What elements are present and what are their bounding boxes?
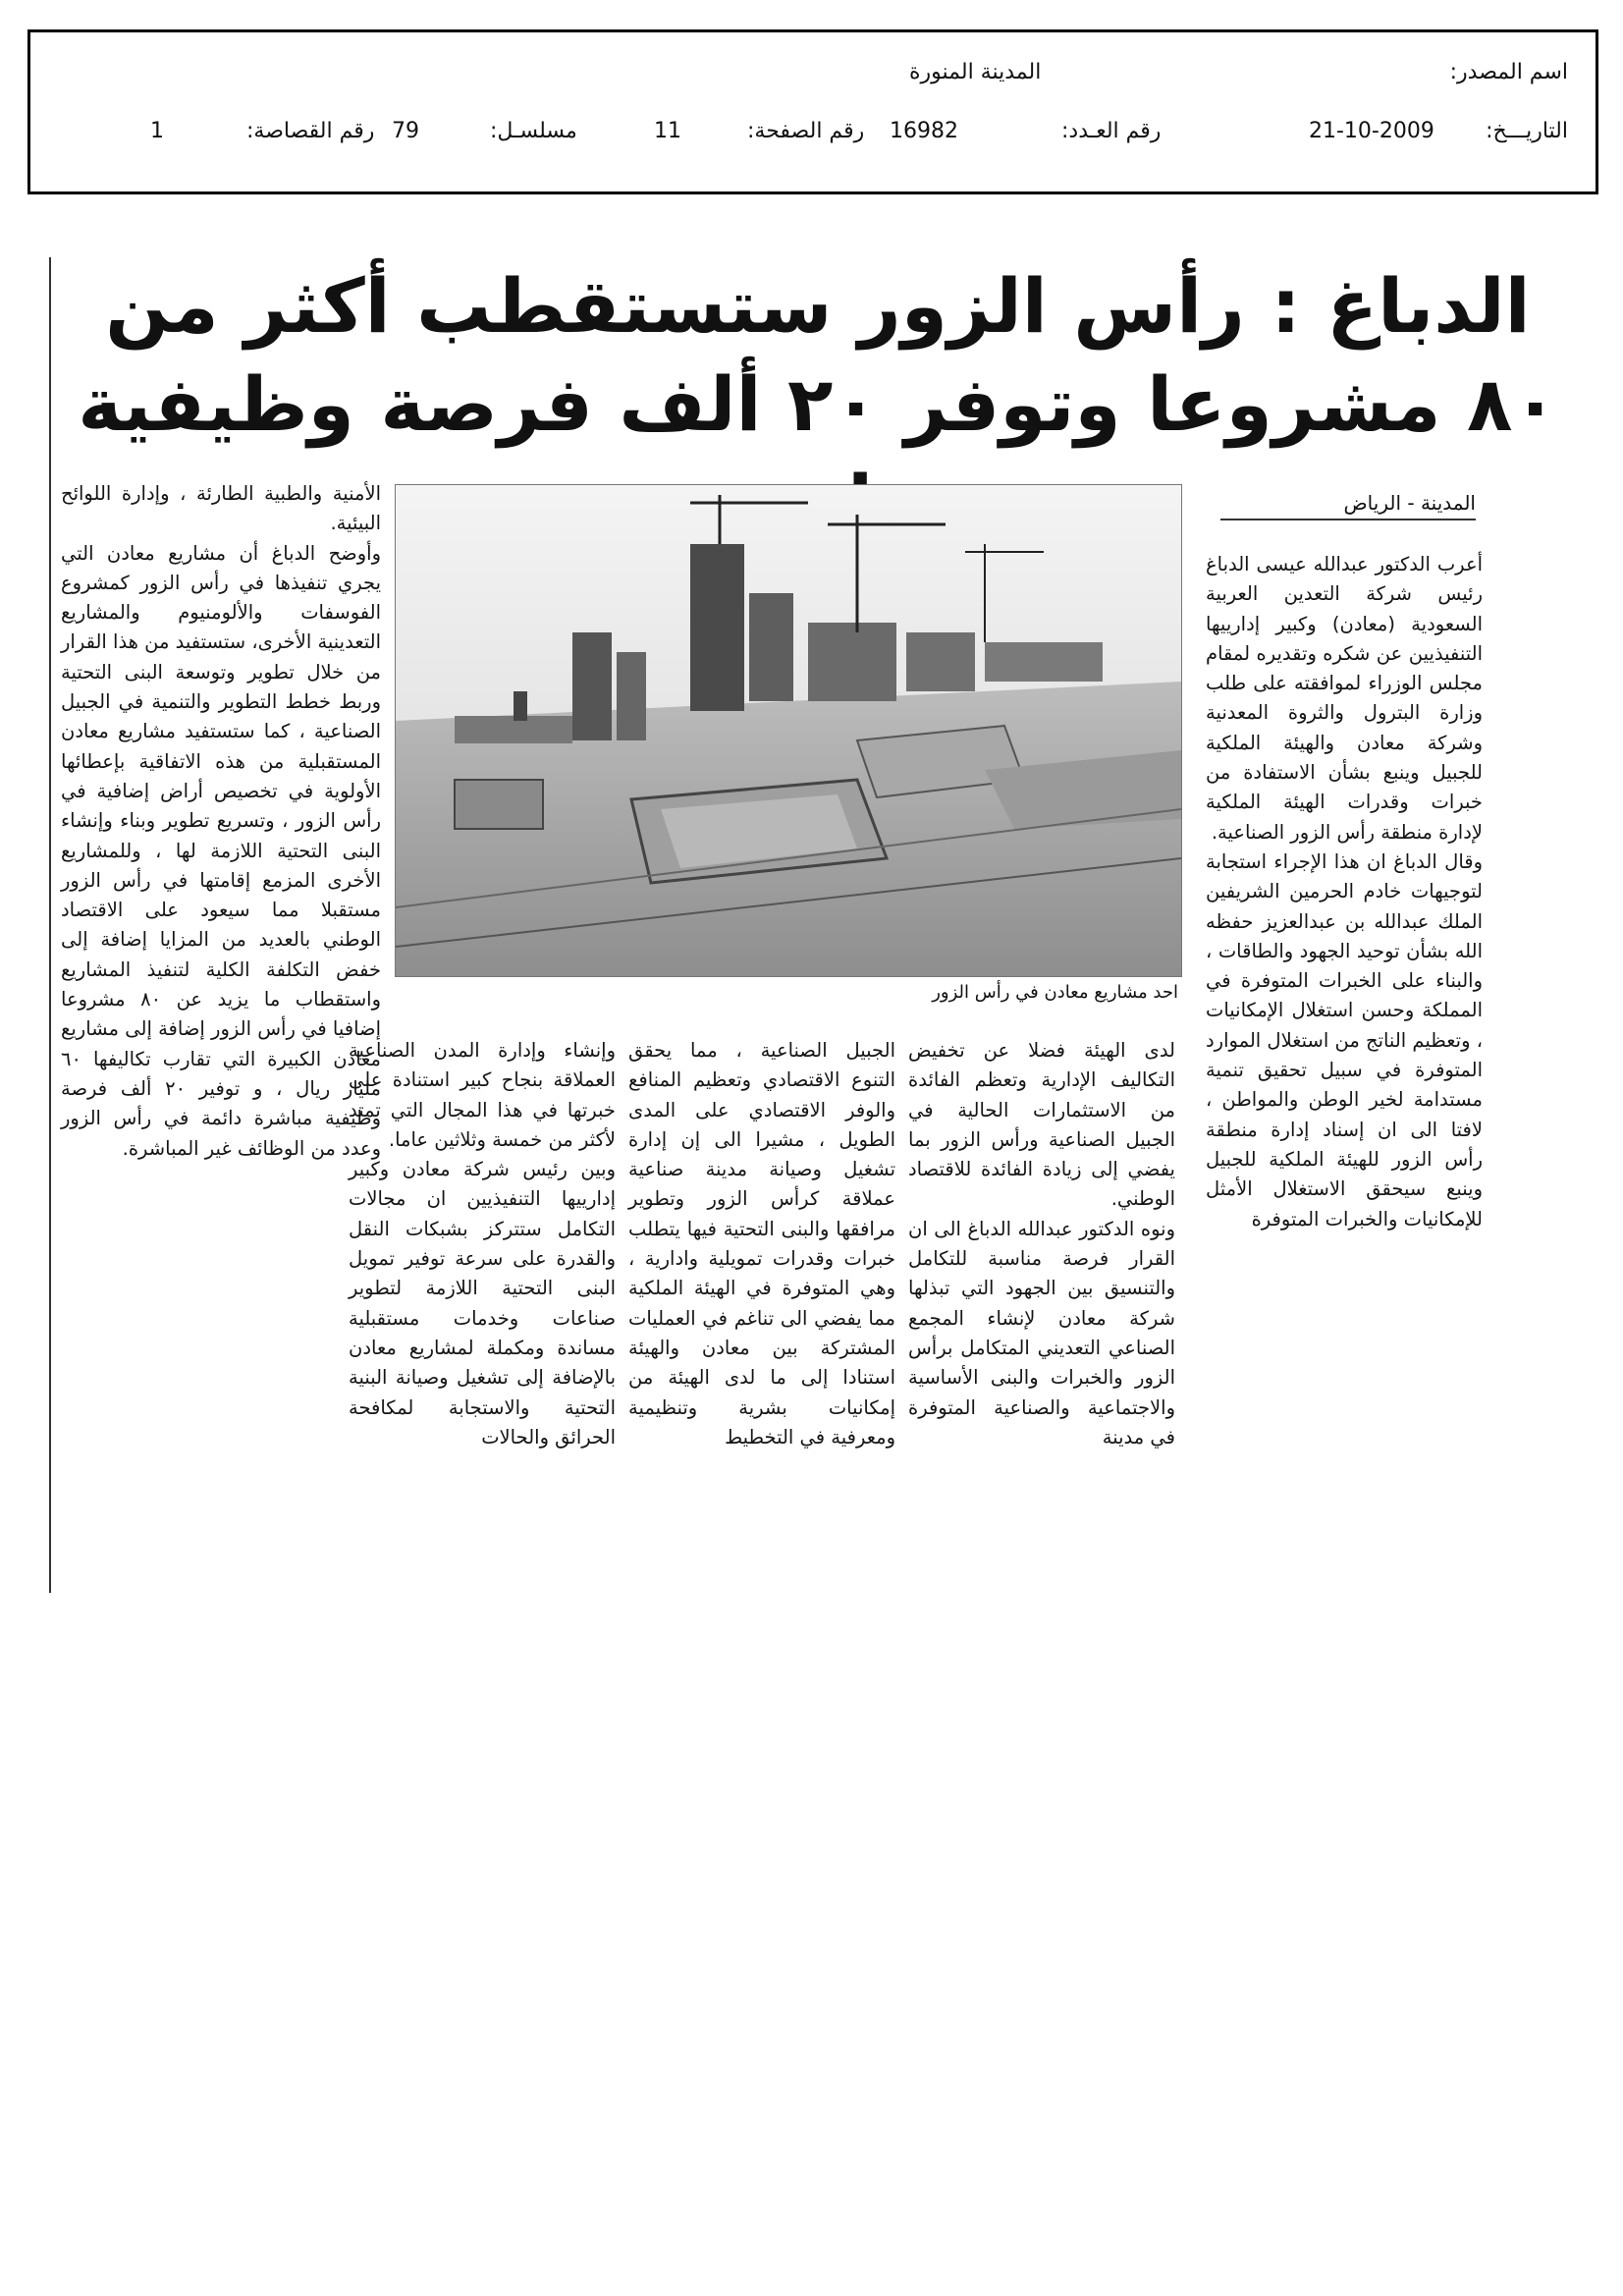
source-value: المدينة المنورة — [909, 60, 1042, 84]
serial-value: 79 — [392, 119, 419, 143]
paragraph: ونوه الدكتور عبدالله الدباغ الى ان القرار فرصة مناسبة للتكامل والتنسيق بين الجهود التي تبذلها شركة معادن لإنشاء المجمع الصناعي التعديني المتكامل برأس الزور والخبرات والبنى الأساسية والاجتماعية والصناعية المتوفرة في مدينة — [908, 1217, 1175, 1449]
paragraph: الجبيل الصناعية ، مما يحقق التنوع الاقتصادي وتعظيم المنافع والوفر الاقتصادي على المدى الطويل ، مشيرا الى إن إدارة تشغيل وصيانة مدينة صناعية عملاقة كرأس الزور وتطوير مرافقها والبنى التحتية فيها يتطلب خبرات وقدرات تمويلية وادارية ، وهي المتوفرة في الهيئة الملكية مما يفضي الى تناغم في العمليات المشتركة بين معادن والهيئة استنادا إلى ما لدى الهيئة من إمكانيات بشرية وتنظيمية ومعرفية في التخطيط — [628, 1039, 895, 1449]
article-column-right — [1206, 550, 1483, 1234]
clip-number-label: رقم القصاصة: — [246, 119, 375, 143]
headline-line-2: ٨٠ مشروعا وتوفر ٢٠ ألف فرصة وظيفية — [78, 360, 1558, 448]
article-column-left — [61, 479, 381, 1164]
paragraph: وأوضح الدباغ أن مشاريع معادن التي يجري تنفيذها في رأس الزور كمشروع الفوسفات والألومنيوم والمشاريع التعدينية الأخرى، ستستفيد من هذا القرار من خلال تطوير وتوسعة البنى التحتية وربط خطط التطوير والتنمية في الجبيل الصناعية ، كما ستستفيد مشاريع معادن المستقبلية من هذه الاتفاقية بإعطائها الأولوية في تخصيص أراض إضافية في رأس الزور ، وتسريع تطوير وبناء وإنشاء البنى التحتية اللازمة لها ، وللمشاريع الأخرى المزمع إقامتها في رأس الزور مستقبلا مما سيعود على الاقتصاد الوطني بالعديد من المزايا إضافة إلى خفض التكلفة الكلية لتنفيذ المشاريع واستقطاب ما يزيد عن ٨٠ مشروعا إضافيا في رأس الزور إضافة إلى مشاريع معادن الكبيرة التي تقارب تكاليفها ٦٠ مليار ريال ، و توفير ٢٠ ألف فرصة وظيفية مباشرة دائمة في رأس الزور وعدد من الوظائف غير المباشرة. — [61, 541, 382, 1160]
issue-value: 16982 — [890, 119, 958, 143]
headline-line-1: الدباغ : رأس الزور ستستقطب أكثر من — [105, 262, 1531, 350]
paragraph: وبين رئيس شركة معادن وكبير إدارييها التنفيذيين ان مجالات التكامل ستتركز بشبكات النقل والقدرة على سرعة توفير تمويل البنى التحتية اللازمة لتطوير صناعات وخدمات مستقبلية مساندة ومكملة لمشاريع معادن بالإضافة إلى تشغيل وصيانة البنية التحتية والاستجابة لمكافحة الحرائق والحالات — [349, 1158, 616, 1449]
clipping-header-box — [27, 29, 1598, 194]
page-number-value: 11 — [654, 119, 681, 143]
article-column-bottom-1 — [908, 1036, 1175, 1452]
clip-number-value: 1 — [150, 119, 164, 143]
article-byline: المدينة - الرياض — [1220, 491, 1476, 520]
photo-caption: احد مشاريع معادن في رأس الزور — [932, 982, 1178, 1003]
paragraph: الأمنية والطبية الطارئة ، وإدارة اللوائح البيئية. — [61, 482, 381, 535]
article-column-bottom-2 — [628, 1036, 895, 1452]
date-value: 21-10-2009 — [1309, 119, 1434, 143]
left-column-rule — [49, 257, 51, 1593]
paragraph: أعرب الدكتور عبدالله عيسى الدباغ رئيس شركة التعدين العربية السعودية (معادن) وكبير إدارييها التنفيذيين عن شكره وتقديره لمقام مجلس الوزراء لموافقته على طلب وزارة البترول والثروة المعدنية وشركة معادن والهيئة الملكية للجبيل وينبع بشأن الاستفادة من خبرات وقدرات الهيئة الملكية لإدارة منطقة رأس الزور الصناعية. — [1206, 553, 1483, 844]
page-number-label: رقم الصفحة: — [747, 119, 865, 143]
paragraph: وقال الدباغ ان هذا الإجراء استجابة لتوجيهات خادم الحرمين الشريفين الملك عبدالله بن عبدالعزيز حفظه الله بشأن توحيد الجهود والطاقات ، والبناء على الخبرات المتوفرة في المملكة وحسن استغلال الإمكانيات ، وتعظيم الناتج من استغلال الموارد المتوفرة في سبيل تحقيق تنمية مستدامة لخير الوطن والمواطن ، لافتا الى ان إسناد إدارة منطقة رأس الزور للهيئة الملكية للجبيل وينبع سيحقق الاستغلال الأمثل للإمكانيات والخبرات المتوفرة — [1206, 849, 1483, 1230]
source-label: اسم المصدر: — [1449, 60, 1568, 84]
paragraph: لدى الهيئة فضلا عن تخفيض التكاليف الإدارية وتعظم الفائدة من الاستثمارات الحالية في الجبيل الصناعية ورأس الزور بما يفضي إلى زيادة الفائدة للاقتصاد الوطني. — [908, 1039, 1175, 1211]
article-column-bottom-3 — [349, 1036, 616, 1452]
construction-site-photo — [396, 485, 1181, 976]
paragraph: وإنشاء وإدارة المدن الصناعية العملاقة بنجاح كبير استنادة على خبرتها في هذا المجال التي تمتد لأكثر من خمسة وثلاثين عاما. — [349, 1039, 616, 1151]
serial-label: مسلسـل: — [490, 119, 577, 143]
issue-label: رقم العـدد: — [1061, 119, 1162, 143]
article-photo — [395, 484, 1182, 977]
date-label: التاريـــخ: — [1486, 119, 1568, 143]
